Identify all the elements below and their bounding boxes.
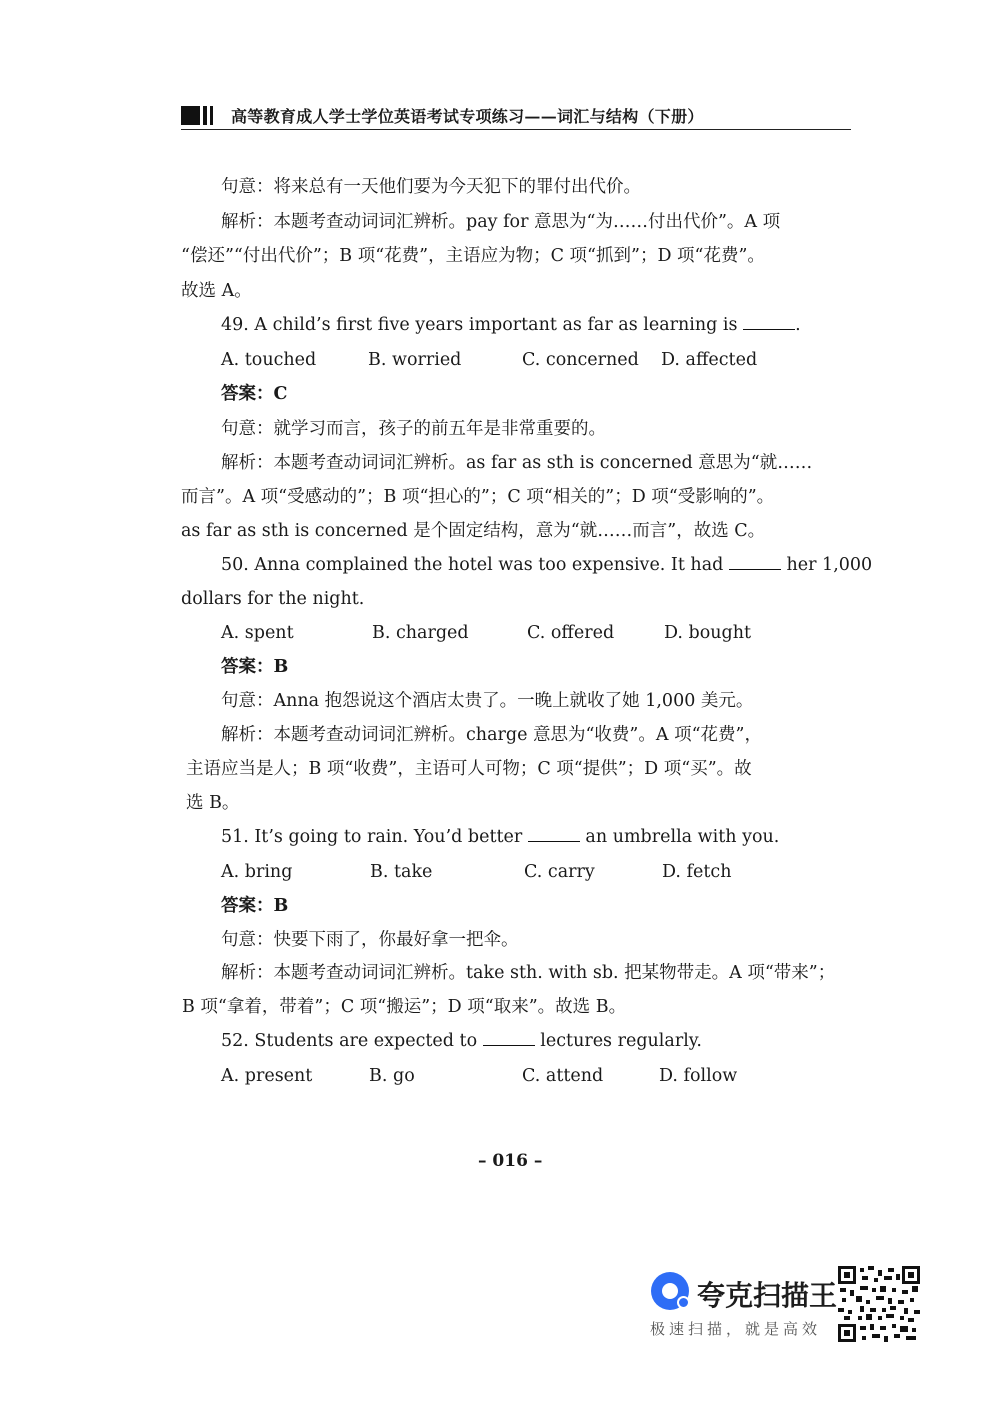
answer-blank [483,1031,535,1046]
q50-explanation-line3: 选 B。 [186,793,240,813]
header-rule [181,129,851,130]
q49-answer: 答案：C [221,384,288,404]
watermark-brand: 夸克扫描王 [697,1279,838,1312]
header-bar-mark [203,106,207,125]
q51-option: C. carry [524,862,595,882]
q52-option: C. attend [522,1066,604,1086]
q48-explanation-line2: “偿还”“付出代价”；B 项“花费”，主语应为物；C 项“抓到”；D 项“花费”。 [181,246,765,266]
q49-option: C. concerned [522,350,639,370]
q51-explanation-line1: 解析：本题考查动词词汇辨析。take sth. with sb. 把某物带走。A 项“带来”； [221,963,836,983]
q48-explanation-line1: 解析：本题考查动词词汇辨析。pay for 意思为“为……付出代价”。A 项 [221,212,781,232]
q51-meaning: 句意：快要下雨了，你最好拿一把伞。 [221,930,519,950]
logo-ring [662,1283,678,1299]
header-title: 高等教育成人学士学位英语考试专项练习——词汇与结构（下册） [231,107,704,126]
watermark-slogan: 极速扫描，就是高效 [650,1320,822,1338]
q49-option: B. worried [368,350,462,370]
logo-dot [677,1296,690,1309]
q48-meaning: 句意：将来总有一天他们要为今天犯下的罪付出代价。 [221,177,641,197]
q50-explanation-line2: 主语应当是人；B 项“收费”，主语可人可物；C 项“提供”；D 项“买”。故 [186,759,752,779]
q50-option: B. charged [372,623,469,643]
q50-stem-text: 50. Anna complained the hotel was too expensive. It had [221,555,724,575]
q51-stem-end: an umbrella with you. [585,827,780,847]
q52-stem-end: lectures regularly. [540,1031,702,1051]
page-number: – 016 – [478,1151,543,1171]
q49-explanation-line3: as far as sth is concerned 是个固定结构，意为“就……而言”，故选 C。 [181,521,766,541]
q52-option: D. follow [659,1066,738,1086]
answer-blank [528,827,580,842]
q49-option: A. touched [221,350,317,370]
q51-answer: 答案：B [221,896,289,916]
q49-explanation-line2: 而言”。A 项“受感动的”；B 项“担心的”；C 项“相关的”；D 项“受影响的”。 [181,487,775,507]
quark-logo-icon [651,1272,689,1310]
q49-stem [221,314,801,336]
q50-answer: 答案：B [221,657,289,677]
q52-option: B. go [369,1066,415,1086]
q49-stem-text: 49. A child’s first five years important as far as learning is [221,315,738,335]
q51-stem [221,826,779,848]
q51-explanation-line2: B 项“拿着，带着”；C 项“搬运”；D 项“取来”。故选 B。 [182,997,627,1017]
answer-blank [729,555,781,570]
q51-stem-text: 51. It’s going to rain. You’d better [221,827,523,847]
q51-option: A. bring [221,862,293,882]
q50-option: D. bought [664,623,752,643]
q49-explanation-line1: 解析：本题考查动词词汇辨析。as far as sth is concerned 意思为“就…… [221,453,813,473]
q51-option: B. take [370,862,433,882]
q50-stem-continued: dollars for the night. [181,589,365,609]
q50-option: C. offered [527,623,615,643]
answer-blank [743,315,795,330]
q48-explanation-line3: 故选 A。 [181,281,252,301]
q49-option: D. affected [661,350,758,370]
page-header [181,104,851,130]
q50-stem [221,554,872,576]
q49-meaning: 句意：就学习而言，孩子的前五年是非常重要的。 [221,419,606,439]
q52-stem-text: 52. Students are expected to [221,1031,478,1051]
header-bar-mark [210,106,213,125]
q50-option: A. spent [221,623,294,643]
header-block-mark [181,106,200,125]
q50-explanation-line1: 解析：本题考查动词词汇辨析。charge 意思为“收费”。A 项“花费”， [221,725,762,745]
q50-meaning: 句意：Anna 抱怨说这个酒店太贵了。一晚上就收了她 1,000 美元。 [221,691,754,711]
q49-stem-end: . [795,315,801,335]
q52-option: A. present [221,1066,313,1086]
q52-stem [221,1030,702,1052]
q50-stem-end: her 1,000 [786,555,873,575]
q51-option: D. fetch [662,862,732,882]
qr-code-icon [838,1266,920,1342]
